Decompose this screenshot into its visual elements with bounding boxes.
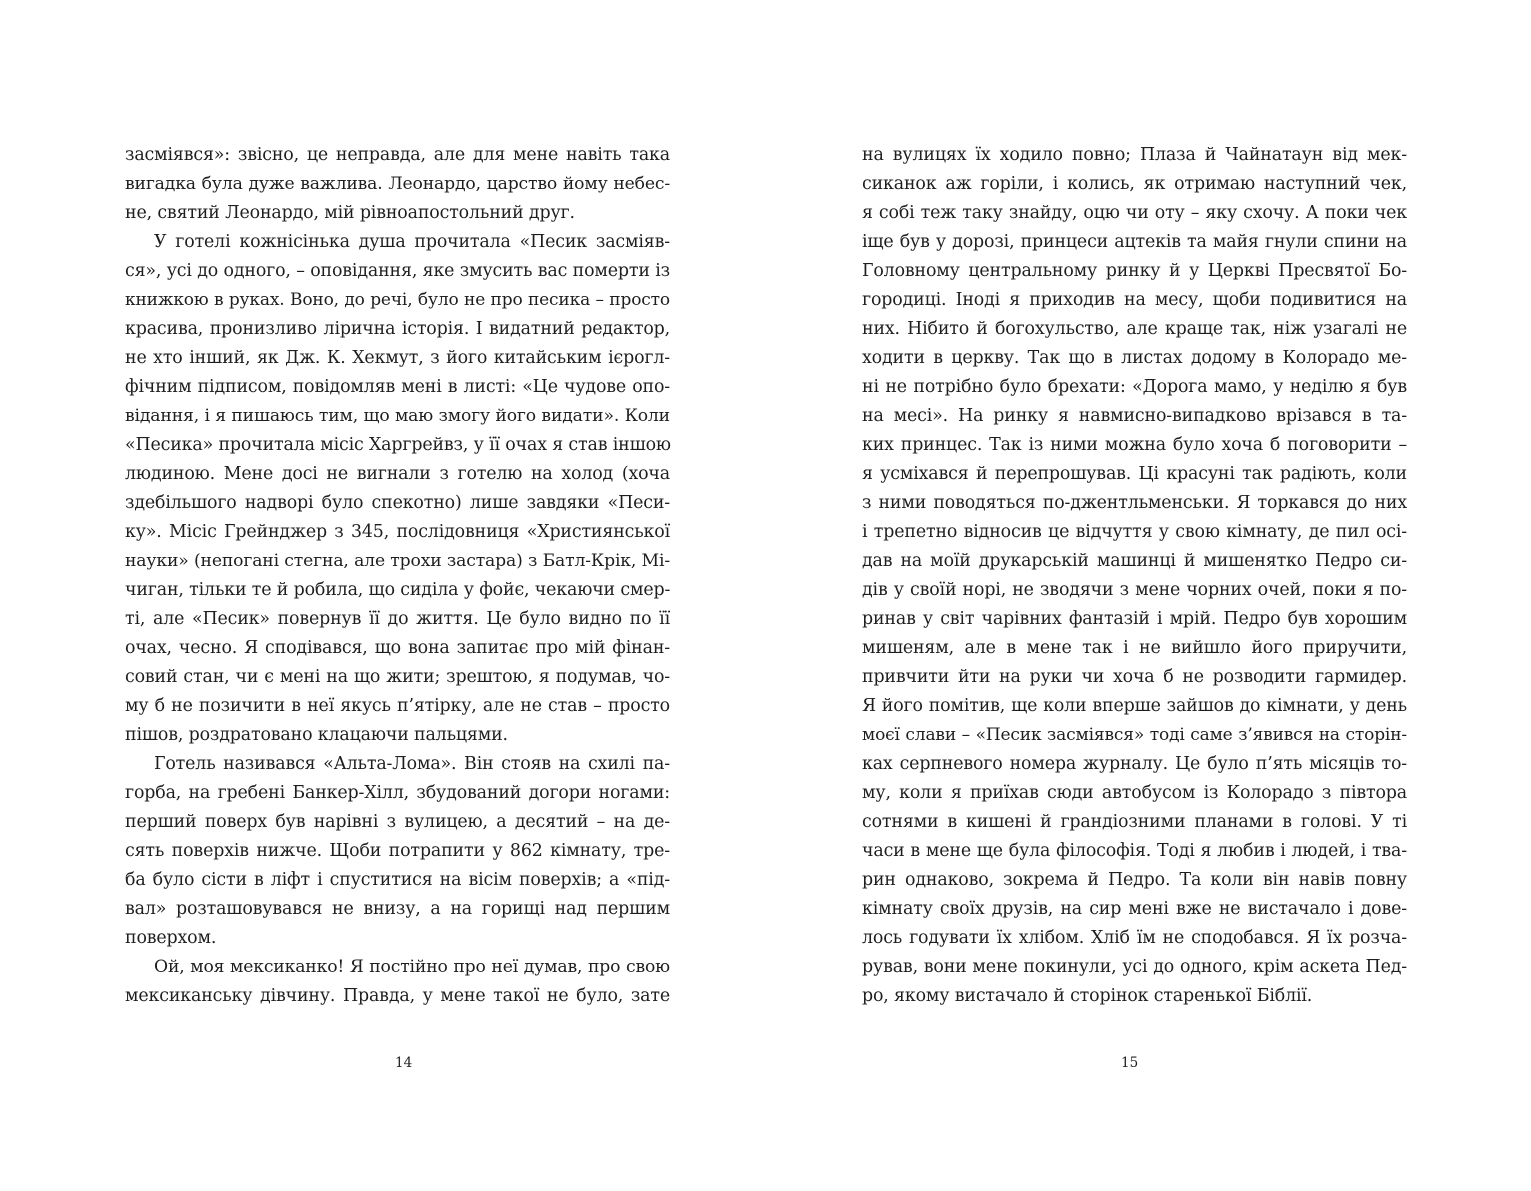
- text-line: поверхом.: [125, 928, 217, 948]
- text-line: У готелі кожнісінька душа прочитала «Песик засміяв-: [154, 232, 670, 252]
- text-line: чиган, тільки те й робила, що сиділа у фойє, чекаючи смер-: [125, 580, 671, 600]
- text-line: Готель називався «Альта-Лома». Він стояв на схилі па-: [154, 754, 670, 774]
- text-line: «Песика» прочитала місіс Харгрейвз, у її очах я став іншою: [125, 435, 671, 455]
- text-line: не, святий Леонардо, мій рівноапостольний друг.: [125, 203, 575, 223]
- text-line: ся», усі до одного, – оповідання, яке змусить вас померти із: [125, 261, 670, 281]
- text-line: відання, і я пишаюсь тим, що маю змогу його видати». Коли: [125, 406, 670, 426]
- text-line: привчити йти на руки чи хоча б не розводити гармидер.: [862, 667, 1407, 687]
- text-line: фічним підписом, повідомляв мені в листі: «Це чудове опо-: [125, 377, 670, 397]
- text-line: моєї слави – «Песик засміявся» тоді саме з’явився на сторін-: [862, 725, 1407, 745]
- text-line: му б не позичити в неї якусь п’ятірку, але не став – просто: [125, 696, 670, 716]
- text-line: ро, якому вистачало й сторінок старенької Біблії.: [862, 986, 1313, 1006]
- text-line: і трепетно відносив це відчуття у свою кімнату, де пил осі-: [862, 522, 1407, 542]
- text-line: сиканок аж горіли, і колись, як отримаю наступний чек,: [862, 174, 1407, 194]
- text-line: Я його помітив, ще коли вперше зайшов до кімнати, у день: [862, 696, 1407, 716]
- text-line: пішов, роздратовано клацаючи пальцями.: [125, 725, 508, 745]
- text-line: ких принцес. Так із ними можна було хоча б поговорити –: [862, 435, 1407, 455]
- text-line: красива, пронизливо лірична історія. І видатний редактор,: [125, 319, 670, 339]
- text-line: городиці. Іноді я приходив на месу, щоби подивитися на: [862, 290, 1407, 310]
- text-line: ні не потрібно було брехати: «Дорога мамо, у неділю я був: [862, 377, 1407, 397]
- text-line: кімнату своїх друзів, на сир мені вже не вистачало і дове-: [862, 899, 1407, 919]
- text-line: сять поверхів нижче. Щоби потрапити у 862 кімнату, тре-: [125, 841, 670, 861]
- text-line: часи в мене ще була філософія. Тоді я любив і людей, і тва-: [862, 841, 1407, 861]
- text-line: дів у своїй норі, не зводячи з мене чорних очей, поки я по-: [862, 580, 1407, 600]
- text-line: людиною. Мене досі не вигнали з готелю на холод (хоча: [125, 464, 670, 484]
- text-line: ба було сісти в ліфт і спуститися на вісім поверхів; а «під-: [125, 870, 670, 890]
- text-line: горба, на гребені Банкер-Хілл, збудований догори ногами:: [125, 783, 670, 803]
- text-line: сотнями в кишені й грандіозними планами в голові. У ті: [862, 812, 1407, 832]
- text-line: рин однаково, зокрема й Педро. Та коли він навів повну: [862, 870, 1407, 890]
- page-number: 14: [395, 1055, 413, 1071]
- text-line: книжкою в руках. Воно, до речі, було не про песика – просто: [125, 290, 670, 310]
- text-line: іще був у дорозі, принцеси ацтеків та майя гнули спини на: [862, 232, 1407, 252]
- text-line: Головному центральному ринку й у Церкві Пресвятої Бо-: [862, 261, 1407, 281]
- text-line: ринав у світ чарівних фантазій і мрій. Педро був хорошим: [862, 609, 1407, 629]
- text-line: вигадка була дуже важлива. Леонардо, царство йому небес-: [125, 174, 670, 194]
- text-line: них. Нібито й богохульство, але краще так, ніж узагалі не: [862, 319, 1407, 339]
- text-line: перший поверх був нарівні з вулицею, а десятий – на де-: [125, 812, 670, 832]
- text-line: засміявся»: звісно, це неправда, але для мене навіть така: [125, 145, 670, 165]
- text-line: на вулицях їх ходило повно; Плаза й Чайнатаун від мек-: [862, 145, 1407, 165]
- left-page-text: [125, 141, 670, 1011]
- text-line: не хто інший, як Дж. К. Хекмут, з його китайським ієрогл-: [125, 348, 670, 368]
- text-line: лось годувати їх хлібом. Хліб їм не сподобався. Я їх розча-: [862, 928, 1407, 948]
- text-line: дав на моїй друкарській машинці й мишенятко Педро си-: [862, 551, 1407, 571]
- text-line: на месі». На ринку я навмисно-випадково врізався в та-: [862, 406, 1407, 426]
- text-line: му, коли я приїхав сюди автобусом із Колорадо з півтора: [862, 783, 1407, 803]
- text-line: з ними поводяться по-джентльменськи. Я торкався до них: [862, 493, 1407, 513]
- left-page: [0, 0, 765, 1191]
- text-line: науки» (непогані стегна, але трохи застара) з Батл-Крік, Мі-: [125, 551, 670, 571]
- right-page: [765, 0, 1531, 1191]
- text-line: Ой, моя мексиканко! Я постійно про неї думав, про свою: [154, 957, 670, 977]
- text-line: рував, вони мене покинули, усі до одного, крім аскета Пед-: [862, 957, 1407, 977]
- text-line: мишеням, але в мене так і не вийшло його приручити,: [862, 638, 1407, 658]
- text-line: ках серпневого номера журналу. Це було п’ять місяців то-: [862, 754, 1407, 774]
- text-line: здебільшого надворі було спекотно) лише завдяки «Песи-: [125, 493, 670, 513]
- text-line: совий стан, чи є мені на що жити; зрештою, я подумав, чо-: [125, 667, 670, 687]
- text-line: мексиканську дівчину. Правда, у мене такої не було, зате: [125, 986, 670, 1006]
- right-page-text: [862, 141, 1407, 1011]
- text-line: очах, чесно. Я сподівався, що вона запитає про мій фінан-: [125, 638, 670, 658]
- text-line: я собі теж таку знайду, оцю чи оту – яку схочу. А поки чек: [862, 203, 1407, 223]
- text-line: вал» розташовувався не внизу, а на горищі над першим: [125, 899, 670, 919]
- text-line: ку». Місіс Грейнджер з 345, послідовниця «Християнської: [125, 522, 670, 542]
- page-number: 15: [1121, 1055, 1139, 1071]
- text-line: ходити в церкву. Так що в листах додому в Колорадо ме-: [862, 348, 1407, 368]
- text-line: я усміхався й перепрошував. Ці красуні так радіють, коли: [862, 464, 1407, 484]
- text-line: ті, але «Песик» повернув її до життя. Це було видно по її: [125, 609, 670, 629]
